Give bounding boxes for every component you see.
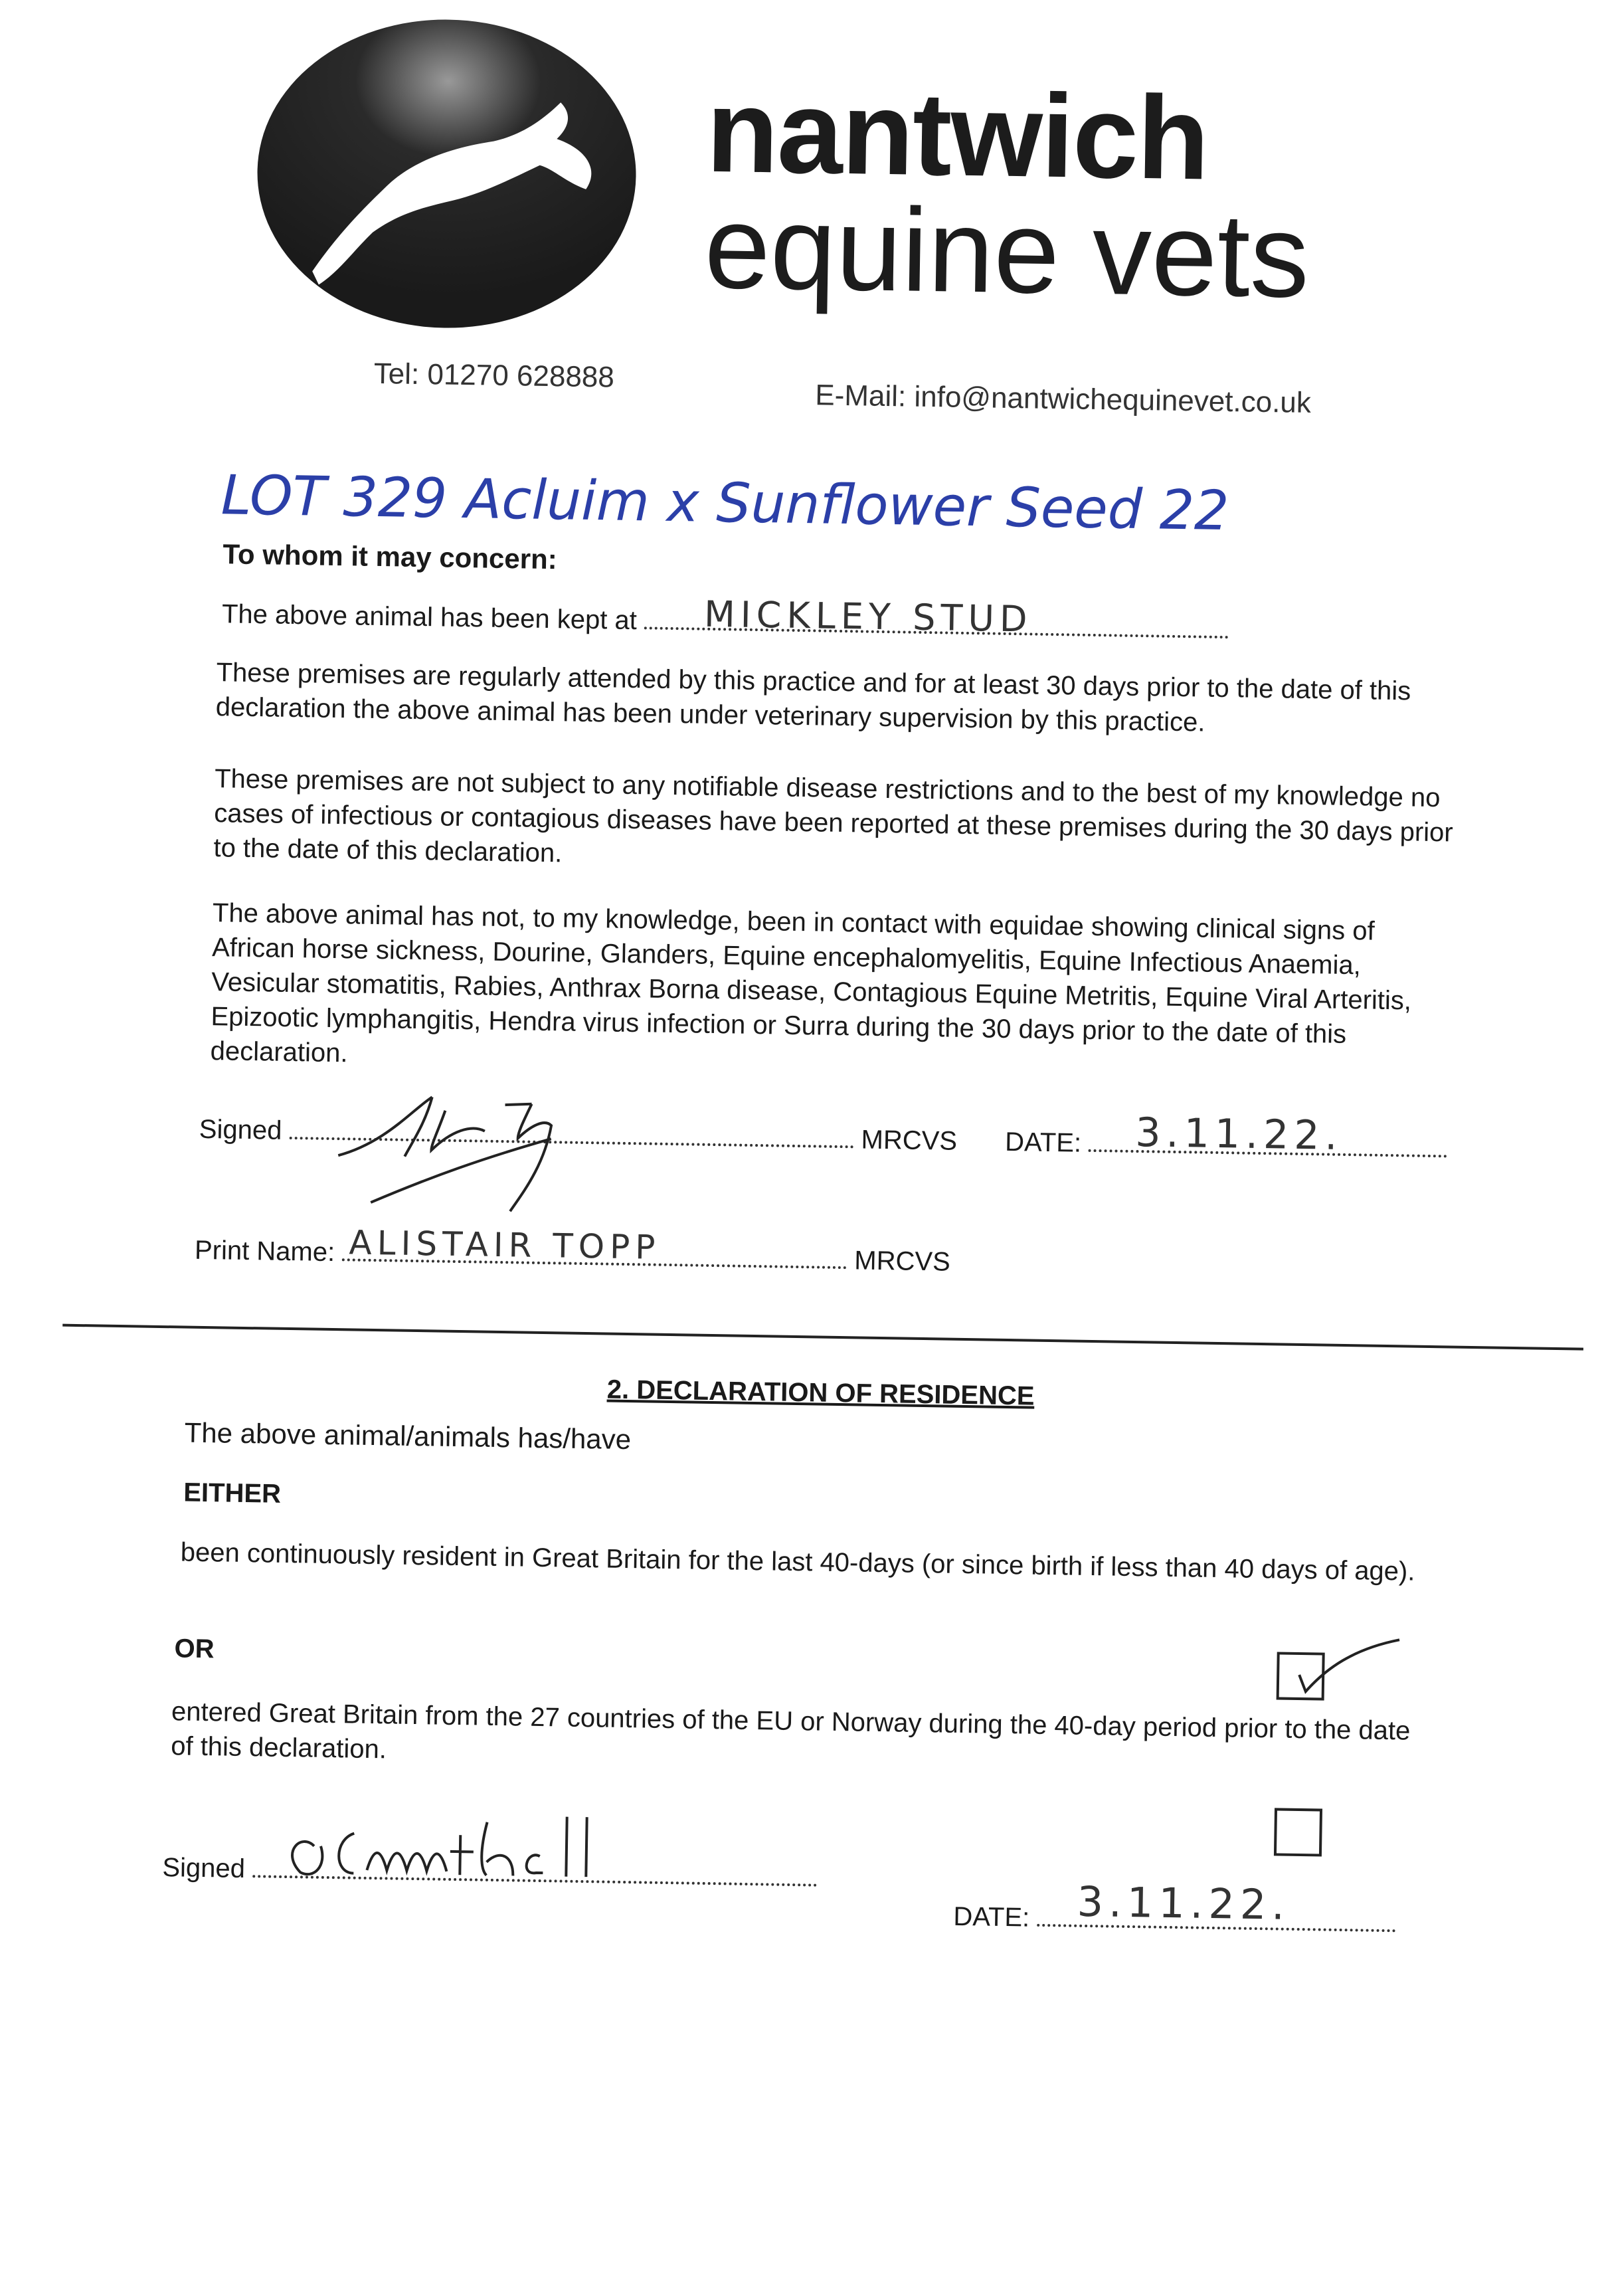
print-name-field bbox=[342, 1223, 847, 1269]
or-label: OR bbox=[174, 1634, 215, 1664]
restrictions-paragraph: These premises are not subject to any notifiable disease restrictions and to the best of my knowledge no cases of infectious or contagious diseases have been reported at these premises during the 30 days prior to the date of this declaration. bbox=[213, 764, 1454, 868]
resident-gb-checkbox[interactable] bbox=[1277, 1652, 1325, 1700]
residence-intro: The above animal/animals has/have bbox=[184, 1416, 632, 1456]
print-name-value: ALISTAIR TOPP bbox=[349, 1223, 661, 1267]
brand-name-line1: nantwich bbox=[705, 64, 1209, 205]
handwritten-lot-title: LOT 329 Acluim x Sunflower Seed 22 bbox=[221, 464, 1229, 543]
owner-date-row bbox=[953, 1877, 1396, 1941]
section-divider bbox=[62, 1324, 1583, 1351]
either-label: EITHER bbox=[183, 1478, 282, 1509]
mrcvs-label: MRCVS bbox=[853, 1246, 951, 1277]
vet-signature bbox=[331, 1082, 705, 1221]
signed-label: Signed bbox=[162, 1853, 246, 1884]
disease-contact-paragraph: The above animal has not, to my knowledge, been in contact with equidae showing clinical signs of African horse sickness, Dourine, Glanders, Equine encephalomyelitis, Equine Infectious Anaemia, Vesicular stomatitis, Rabies, Anthrax Borna disease, Contagious Equine Metritis, Equine Viral Arteritis, Epizootic lymphangitis, Hendra virus infection or Surra during the 30 days prior to the date of this declaration. bbox=[210, 898, 1412, 1068]
option-resident-gb: been continuously resident in Great Britain for the last 40-days (or since birth if less than 40 days of age). bbox=[180, 1537, 1415, 1586]
date-field bbox=[1089, 1109, 1447, 1159]
kept-at-field bbox=[644, 593, 1229, 640]
print-name-label: Print Name: bbox=[194, 1235, 335, 1268]
signed-label: Signed bbox=[199, 1114, 282, 1145]
date-label: DATE: bbox=[1004, 1127, 1082, 1158]
owner-date-value: 3.11.22. bbox=[1077, 1877, 1290, 1929]
entered-from-eu-checkbox[interactable] bbox=[1274, 1808, 1322, 1856]
kept-at-label: The above animal has been kept at bbox=[221, 599, 638, 636]
email: E-Mail: info@nantwichequinevet.co.uk bbox=[814, 379, 1312, 420]
kept-at-value: MICKLEY STUD bbox=[703, 593, 1033, 640]
greeting: To whom it may concern: bbox=[222, 538, 558, 575]
date-value: 3.11.22. bbox=[1134, 1109, 1344, 1159]
kept-at-row bbox=[221, 593, 1229, 647]
mrcvs-label: MRCVS bbox=[861, 1125, 958, 1156]
brand-name-line2: equine vets bbox=[703, 180, 1310, 322]
owner-date-field bbox=[1037, 1877, 1395, 1932]
supervision-paragraph: These premises are regularly attended by this practice and for at least 30 days prior to the date of this declaration the above animal has been under veterinary supervision by this practice. bbox=[215, 658, 1411, 737]
owner-signature bbox=[274, 1806, 740, 1906]
print-name-row bbox=[194, 1223, 951, 1280]
option-entered-from-eu: entered Great Britain from the 27 countries of the EU or Norway during the 40-day period prior to the date of this declaration. bbox=[170, 1697, 1411, 1765]
date-label: DATE: bbox=[953, 1901, 1030, 1933]
section2-heading: 2. DECLARATION OF RESIDENCE bbox=[606, 1375, 1035, 1411]
telephone: Tel: 01270 628888 bbox=[373, 357, 615, 394]
horse-logo bbox=[252, 0, 642, 343]
checkmark-icon bbox=[1286, 1635, 1399, 1690]
